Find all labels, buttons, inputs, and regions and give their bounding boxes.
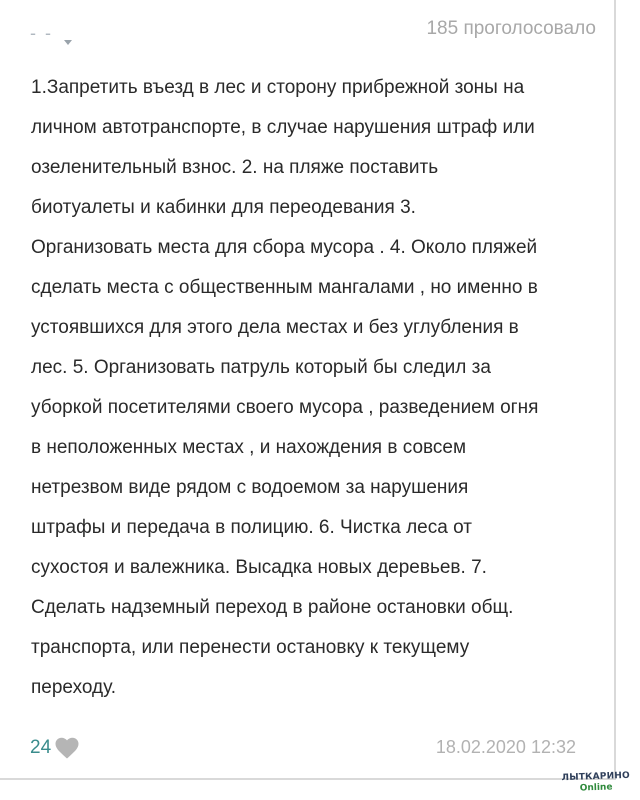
comment-header (30, 16, 596, 48)
heart-icon[interactable] (54, 736, 80, 760)
voter-selector[interactable]: - - (30, 23, 53, 43)
logo-text-city: ЛЫТКАРИНО (561, 770, 631, 784)
comment-footer (30, 734, 576, 762)
logo-text-online: Online (579, 782, 613, 794)
site-logo (556, 771, 637, 798)
comment-timestamp: 18.02.2020 12:32 (435, 737, 576, 757)
chevron-down-icon[interactable] (64, 40, 72, 45)
comment-text: 1.Запретить въезд в лес и сторону прибрежной зоны на личном автотранспорте, в случае нарушения штраф или озеленительный взнос. 2. на пляже поставить биотуалеты и кабинки для переодевания 3. Организовать места для сбора мусора . 4. Около пляжей сделать места с общественным мангалами , но именно в устоявшихся для этого дела местах и без углубления в лес. 5. Организовать патруль который бы следил за уборкой посетителями своего мусора , разведением огня в неположенных местах , и нахождения в совсем нетрезвом виде рядом с водоемом за нарушения штрафы и передача в полицию. 6. Чистка леса от сухостоя и валежника. Высадка новых деревьев. 7. Сделать надземный переход в районе остановки общ. транспорта, или перенести остановку к текущему переходу. (31, 77, 539, 698)
likes-count: 24 (30, 737, 52, 758)
votes-count: 185 проголосовало (426, 18, 596, 39)
like-button[interactable] (30, 734, 80, 762)
